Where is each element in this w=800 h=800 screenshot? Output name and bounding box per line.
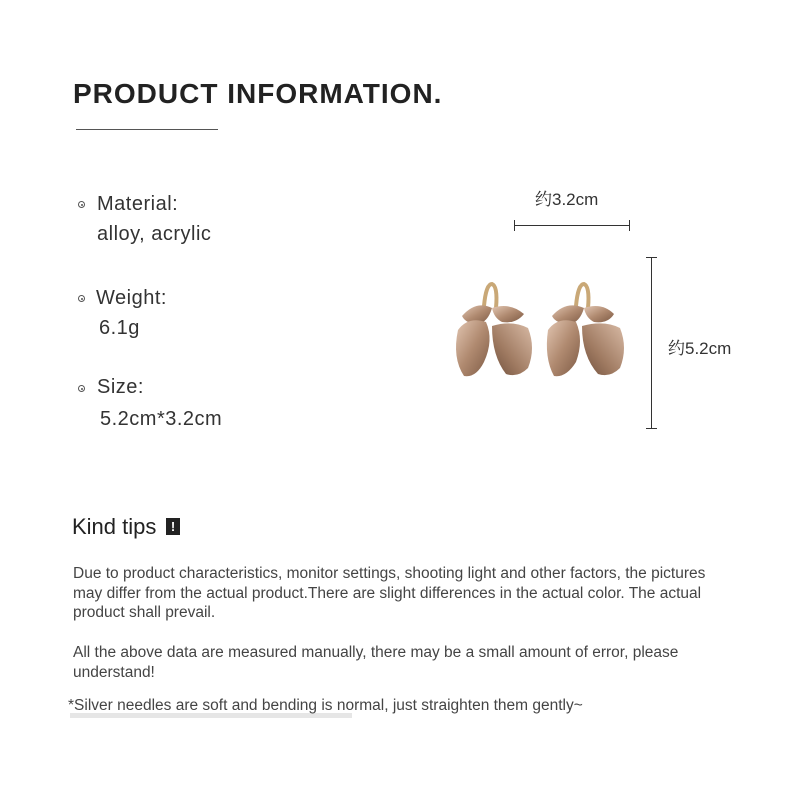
bullet-icon	[78, 201, 85, 208]
kind-tips-heading: Kind tips	[72, 514, 157, 539]
height-dimension-label: 约5.2cm	[668, 339, 732, 358]
spec-value-material: alloy, acrylic	[97, 223, 212, 245]
spec-label-size: Size:	[97, 376, 144, 398]
silver-needle-note: *Silver needles are soft and bending is normal, just straighten them gently~	[68, 697, 583, 714]
earrings-image	[448, 278, 648, 388]
height-dimension-line	[651, 257, 652, 429]
width-dimension-line	[514, 225, 630, 226]
spec-label-material: Material:	[97, 193, 179, 215]
exclamation-icon: !	[166, 518, 180, 535]
width-dimension-label: 约3.2cm	[535, 190, 599, 209]
spec-value-weight: 6.1g	[99, 317, 140, 339]
height-dimension-tick-bottom	[646, 428, 657, 429]
title-divider	[76, 129, 218, 130]
width-dimension-tick-left	[514, 220, 515, 231]
bullet-icon	[78, 385, 85, 392]
page-title: PRODUCT INFORMATION.	[73, 78, 443, 109]
width-dimension-tick-right	[629, 220, 630, 231]
earring-right	[547, 284, 624, 376]
measurement-paragraph: All the above data are measured manually, there may be a small amount of error, please understand!	[73, 644, 679, 681]
earring-left	[456, 284, 532, 376]
disclaimer-paragraph: Due to product characteristics, monitor settings, shooting light and other factors, the pictures may differ from the actual product.There are slight differences in the actual color. The actual product shall prevail.	[73, 565, 706, 621]
height-dimension-tick-top	[646, 257, 657, 258]
bullet-icon	[78, 295, 85, 302]
spec-value-size: 5.2cm*3.2cm	[100, 408, 223, 430]
spec-label-weight: Weight:	[96, 287, 167, 309]
